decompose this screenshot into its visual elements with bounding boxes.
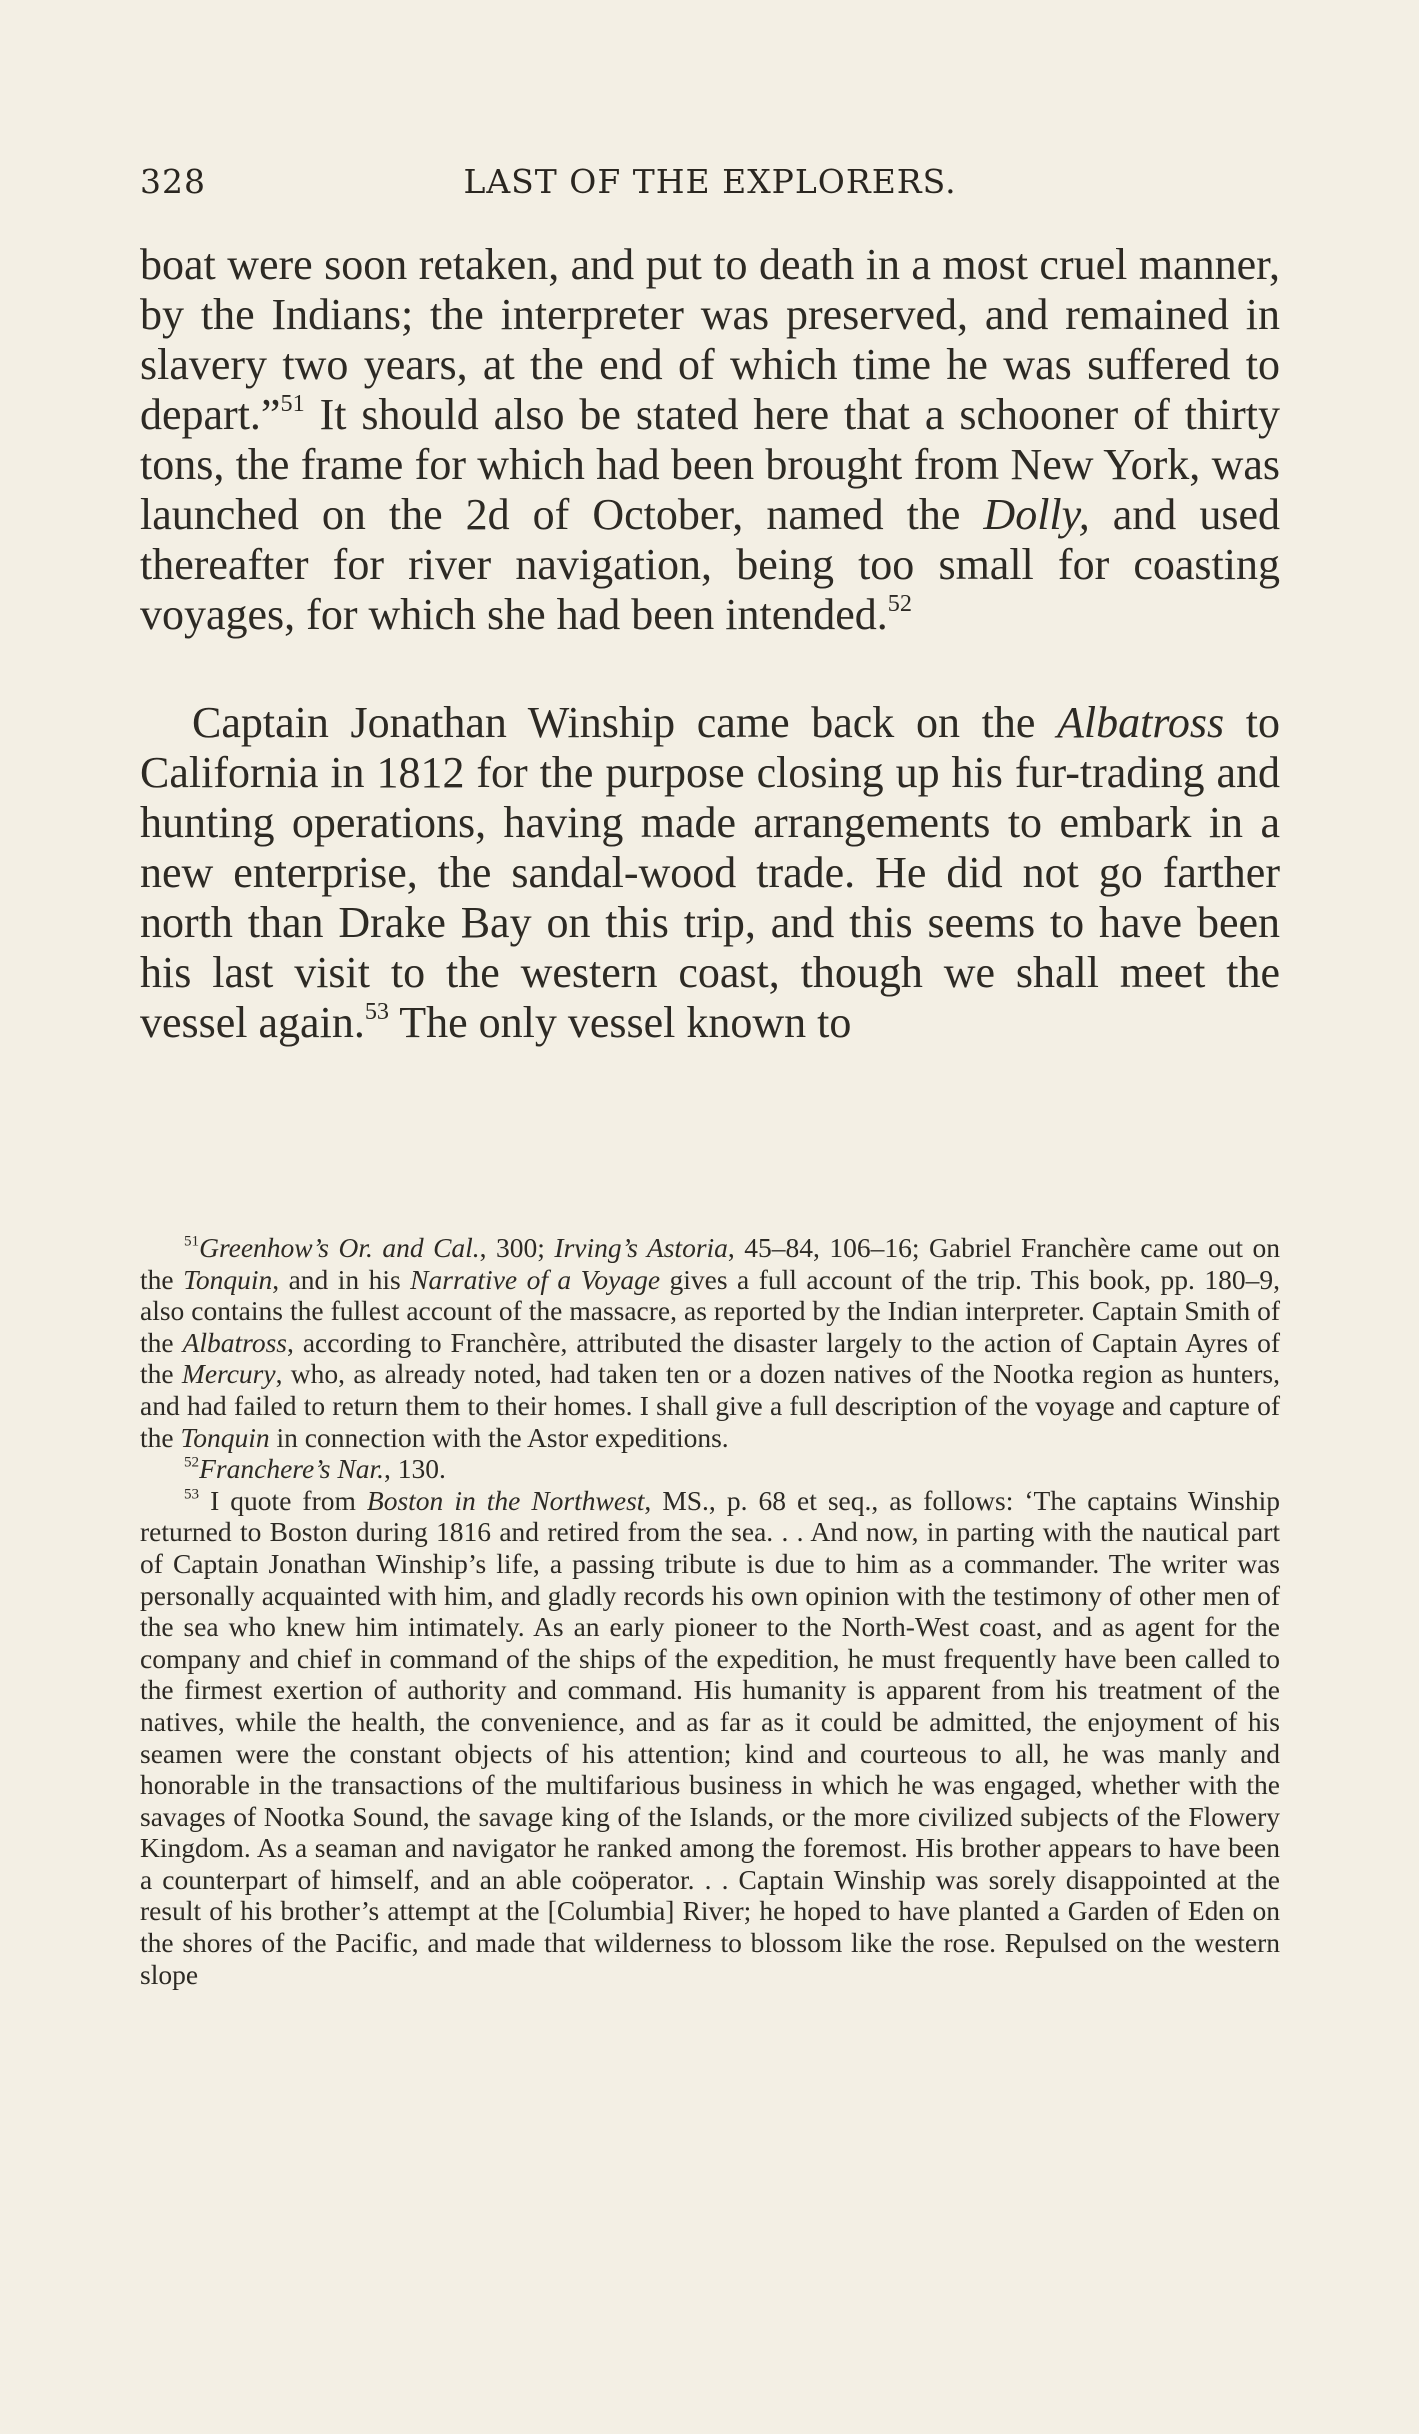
ship-name: Albatross xyxy=(182,1326,287,1358)
ship-name: Mercury xyxy=(181,1358,276,1390)
ship-name: Tonquin xyxy=(183,1263,273,1295)
main-text xyxy=(140,240,1280,1048)
footnote-text: , MS., p. 68 et seq., as follows: ‘The captains Winship returned to Boston during 1816 and retired from the sea. . . And now, in parting with the nautical part of Captain Jonathan Winship’s life, a passing tribute is due to him as a commander. The writer was personally acquainted with him, and gladly records his own opinion with the testimony of other men of the sea who knew him intimately. As an early pioneer to the North-West coast, and as agent for the company and chief in command of the ships of the expedition, he must frequently have been called to the firmest exertion of authority and command. His humanity is apparent from his treatment of the natives, while the health, the convenience, and as far as it could be admitted, the enjoyment of his seamen were the constant objects of his attention; kind and courteous to all, he was manly and honorable in the transactions of the multifarious business in which he was engaged, whether with the savages of Nootka Sound, the savage king of the Islands, or the more civilized subjects of the Flowery Kingdom. As a seaman and navigator he ranked among the foremost. His brother appears to have been a counterpart of himself, and an able coöperator. . . Captain Winship was sorely disappointed at the result of his brother’s attempt at the [Columbia] River; he hoped to have planted a Garden of Eden on the shores of the Pacific, and made that wilderness to blossom like the rose. Repulsed on the western slope xyxy=(140,1484,1281,1990)
paragraph-2 xyxy=(140,698,1280,1048)
ship-name: Tonquin xyxy=(180,1421,270,1453)
footnote-text: , and in his xyxy=(272,1263,411,1295)
footnote-ref-53: 53 xyxy=(364,997,389,1025)
page-header xyxy=(140,162,1280,212)
footnote-number: 51 xyxy=(184,1233,200,1250)
footnote-51 xyxy=(140,1232,1280,1453)
citation-title: Greenhow’s Or. and Cal. xyxy=(199,1232,480,1263)
footnote-text: , 300; xyxy=(479,1232,555,1263)
footnote-ref-51: 51 xyxy=(280,389,305,417)
footnote-number: 53 xyxy=(184,1486,200,1503)
paragraph-1 xyxy=(140,240,1280,640)
citation-title: Narrative of a Voyage xyxy=(410,1263,661,1295)
footnote-text: gives a full account of the trip. This book, pp. 180–9, also contains the fullest account of the massacre, as reported by the Indian interpreter. Captain Smith of the xyxy=(140,1263,1280,1358)
running-title: LAST OF THE EXPLORERS. xyxy=(463,162,957,201)
footnote-text: , 45–84, 106–16; Gabriel Franchère came out on the xyxy=(140,1232,1281,1295)
footnotes xyxy=(140,1232,1280,1990)
footnote-text: , who, as already noted, had taken ten or a dozen natives of the Nootka region as hunters, and had failed to return them to their homes. I shall give a full description of the voyage and capture of the xyxy=(140,1358,1280,1453)
ship-name-albatross: Albatross xyxy=(1057,698,1225,747)
p1-text-a: boat were soon retaken, and put to death in a most cruel manner, by the Indians; the interpreter was preserved, and remained in slavery two years, at the end of which time he was suffered to depart.” xyxy=(140,240,1280,439)
p1-text-b: It should also be stated here that a schooner of thirty tons, the frame for which had been brought from New York, was launched on the 2d of October, named the xyxy=(140,390,1280,539)
footnote-52 xyxy=(140,1453,1280,1485)
ship-name-dolly: Dolly, xyxy=(983,490,1090,539)
footnote-text: in connection with the Astor expeditions. xyxy=(269,1421,729,1453)
p2-text-a: Captain Jonathan Winship came back on the xyxy=(192,698,1058,747)
footnote-number: 52 xyxy=(184,1454,200,1471)
citation-title: Boston in the Northwest xyxy=(366,1484,645,1516)
footnote-text: , according to Franchère, attributed the disaster largely to the action of Captain Ayres of the xyxy=(140,1326,1280,1390)
p1-text-c: and used thereafter for river navigation, being too small for coasting voyages, for which she had been intended. xyxy=(140,490,1280,639)
citation-title: Franchere’s Nar. xyxy=(199,1453,384,1485)
page-number: 328 xyxy=(140,162,206,201)
footnote-ref-52: 52 xyxy=(887,589,912,617)
citation-title: Irving’s Astoria xyxy=(554,1232,728,1263)
p2-text-b: to California in 1812 for the purpose closing up his fur-trading and hunting operations, having made arrangements to embark in a new enterprise, the sandal-wood trade. He did not go farther north than Drake Bay on this trip, and this seems to have been his last visit to the western coast, though we shall meet the vessel again. xyxy=(140,698,1280,1047)
footnote-text: I quote from xyxy=(199,1484,367,1516)
p2-text-c: The only vessel known to xyxy=(389,998,852,1047)
footnote-text: , 130. xyxy=(383,1453,446,1485)
footnote-53 xyxy=(140,1485,1280,1991)
